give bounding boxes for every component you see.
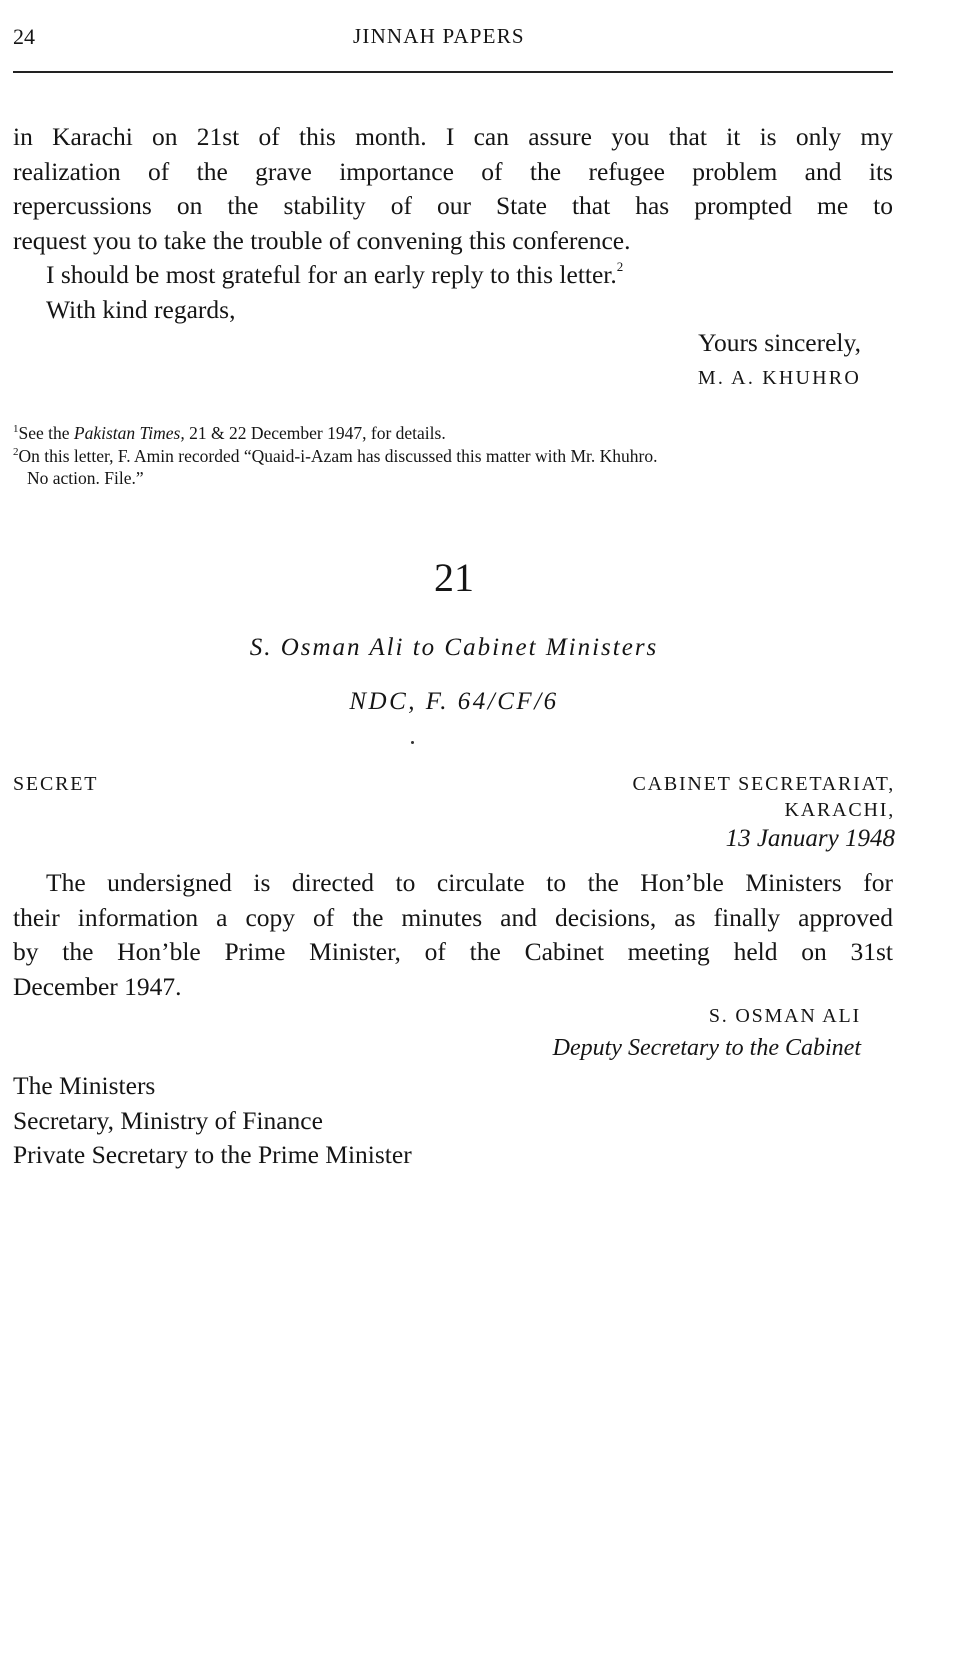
text-line: their information a copy of the minutes and decisions, as finally approved	[13, 902, 893, 932]
text-line: The undersigned is directed to circulate to the Hon’ble Ministers for	[46, 868, 893, 897]
running-head: JINNAH PAPERS	[353, 24, 525, 48]
document-number: 21	[434, 555, 474, 600]
recipient-list	[13, 1069, 412, 1173]
text-line: request you to take the trouble of convening this conference.	[13, 225, 631, 255]
document-source: NDC, F. 64/CF/6	[349, 688, 559, 715]
address-line-2: KARACHI,	[784, 799, 895, 821]
stray-dot	[411, 741, 414, 744]
newspaper-title: Pakistan Times,	[73, 423, 185, 443]
signatory: M. A. KHUHRO	[697, 367, 861, 389]
text-line: in Karachi on 21st of this month. I can assure you that it is only my	[13, 122, 893, 151]
footnote-2	[13, 445, 657, 467]
document-date: 13 January 1948	[725, 825, 895, 852]
address-line-1: CABINET SECRETARIAT,	[632, 773, 895, 795]
footnote-1	[13, 422, 446, 444]
reply-request-paragraph	[46, 258, 623, 293]
circular-paragraph	[13, 866, 893, 1004]
footnote-2-continuation: No action. File.”	[27, 468, 144, 488]
reply-request-text: I should be most grateful for an early reply to this letter.	[46, 260, 617, 289]
page-number: 24	[13, 24, 35, 49]
recipient-item: Private Secretary to the Prime Minister	[13, 1140, 412, 1170]
classification-label: SECRET	[13, 773, 99, 795]
footnote-1-mark: 1	[13, 423, 19, 435]
text-line: repercussions on the stability of our State that has prompted me to	[13, 191, 893, 221]
footnote-2-line1: On this letter, F. Amin recorded “Quaid-i-Azam has discussed this matter with Mr. Khuhro.	[18, 446, 658, 466]
recipient-item: The Ministers	[13, 1071, 156, 1100]
page-header	[13, 24, 893, 54]
text-line: realization of the grave importance of the refugee problem and its	[13, 156, 893, 186]
text-line: December 1947.	[13, 971, 182, 1001]
footnote-1-pre: See the	[18, 423, 74, 443]
footnote-1-post: 21 & 22 December 1947, for details.	[184, 423, 446, 443]
continuation-paragraph	[13, 120, 893, 258]
footnote-ref-2: 2	[616, 259, 624, 274]
footnote-2-mark: 2	[13, 446, 19, 458]
header-rule	[13, 71, 893, 73]
document-title: S. Osman Ali to Cabinet Ministers	[249, 634, 659, 661]
signer-name: S. OSMAN ALI	[708, 1005, 861, 1027]
valediction: Yours sincerely,	[698, 328, 861, 357]
signer-title: Deputy Secretary to the Cabinet	[552, 1035, 861, 1061]
text-line: by the Hon’ble Prime Minister, of the Cabinet meeting held on 31st	[13, 937, 893, 967]
closing-regards: With kind regards,	[46, 295, 236, 324]
recipient-item: Secretary, Ministry of Finance	[13, 1105, 323, 1135]
